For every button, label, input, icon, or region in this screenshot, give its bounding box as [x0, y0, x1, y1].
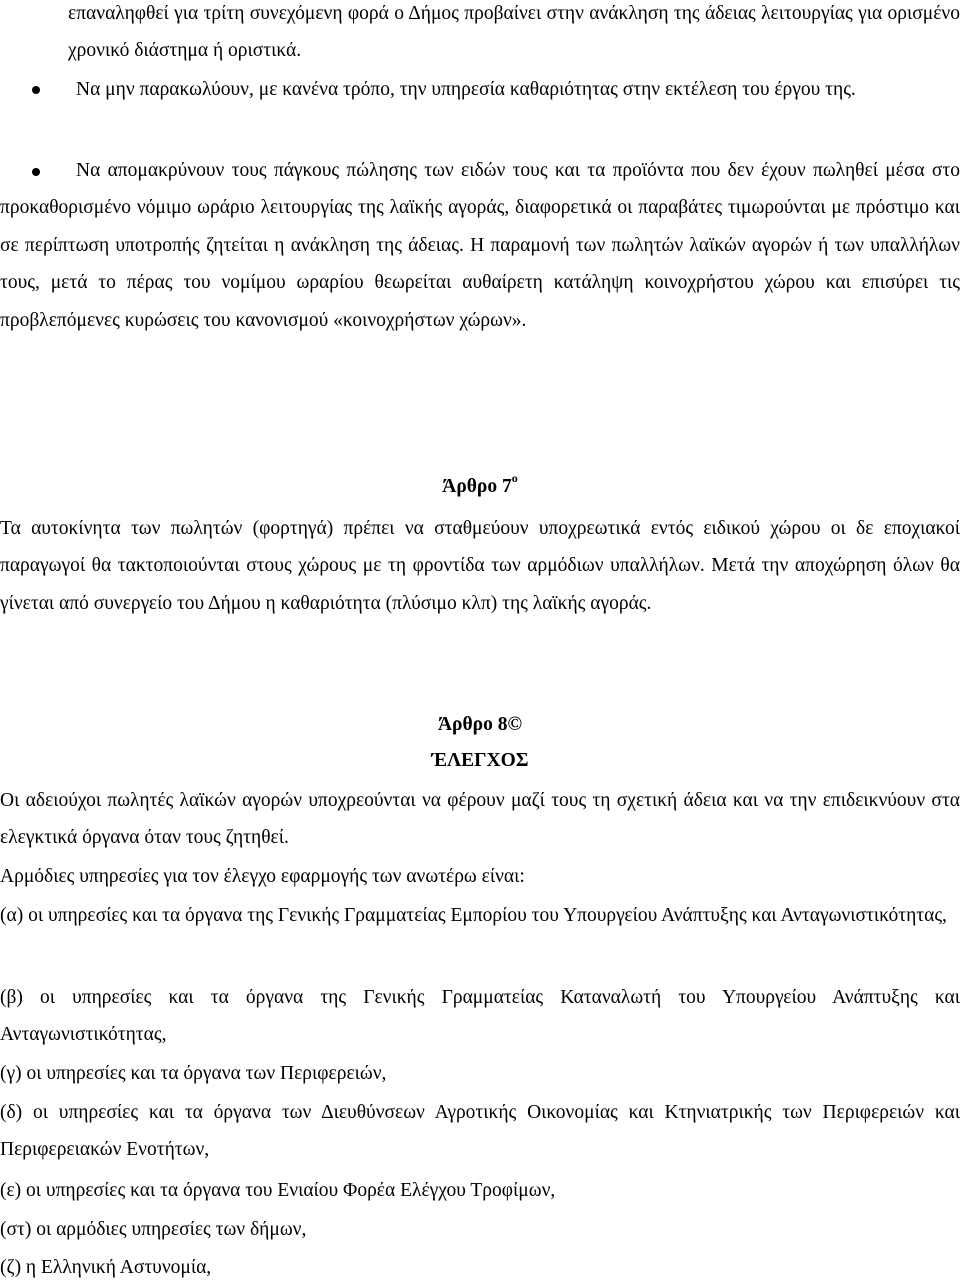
article-7-text: Τα αυτοκίνητα των πωλητών (φορτηγά) πρέπει να σταθμεύουν υποχρεωτικά εντός ειδικού χώρου οι δε εποχιακοί παραγωγοί θα τακτοποιούνται στους χώρους με τη φροντίδα των αρμόδιων υπαλλήλων. Μετά την αποχώρηση όλων θα γίνεται από συνεργείο του Δήμου η καθαριότητα (πλύσιμο κλπ) της λαϊκής αγοράς. [0, 518, 960, 614]
article-8-heading: Άρθρο 8© [437, 714, 523, 735]
article-8-subheading: ΈΛΕΓΧΟΣ [431, 750, 529, 771]
authority-item-c: (γ) οι υπηρεσίες και τα όργανα των Περιφερειών, [0, 1063, 387, 1084]
authority-item-z: (ζ) η Ελληνική Αστυνομία, [0, 1257, 212, 1278]
authority-item-b: (β) οι υπηρεσίες και τα όργανα της Γενικής Γραμματείας Καταναλωτή του Υπουργείου Ανάπτυξης και Ανταγωνιστικότητας, [0, 987, 960, 1046]
authority-item-d: (δ) οι υπηρεσίες και τα όργανα των Διευθύνσεων Αγροτικής Οικονομίας και Κτηνιατρικής των Περιφερειών και Περιφερειακών Ενοτήτων, [0, 1102, 960, 1161]
authority-item-a: (α) οι υπηρεσίες και τα όργανα της Γενικής Γραμματείας Εμπορίου του Υπουργείου Ανάπτυξης και Ανταγωνιστικότητας, [0, 905, 947, 926]
authority-item-e: (ε) οι υπηρεσίες και τα όργανα του Ενιαίου Φορέα Ελέγχου Τροφίμων, [0, 1180, 556, 1201]
article-7-heading [0, 468, 960, 505]
continuation-paragraph: επαναληφθεί για τρίτη συνεχόμενη φορά ο Δήμος προβαίνει στην ανάκληση της άδειας λειτουργίας για ορισμένο χρονικό διάστημα ή οριστικά. [68, 3, 960, 62]
article-7-heading-superscript: ο [511, 471, 518, 485]
authority-item-st: (στ) οι αρμόδιες υπηρεσίες των δήμων, [0, 1219, 307, 1240]
article-7-heading-text: Άρθρο 7 [442, 476, 512, 497]
bullet-dot [32, 86, 40, 94]
bullet-item-cleaning: Να μην παρακωλύουν, με κανένα τρόπο, την υπηρεσία καθαριότητας στην εκτέλεση του έργου της. [76, 79, 856, 100]
article-8-intro: Αρμόδιες υπηρεσίες για τον έλεγχο εφαρμογής των ανωτέρω είναι: [0, 866, 525, 887]
article-8-text: Οι αδειούχοι πωλητές λαϊκών αγορών υποχρεούνται να φέρουν μαζί τους τη σχετική άδεια και να την επιδεικνύουν στα ελεγκτικά όργανα όταν τους ζητηθεί. [0, 790, 960, 849]
bullet-item-stalls: Να απομακρύνουν τους πάγκους πώλησης των ειδών τους και τα προϊόντα που δεν έχουν πωληθεί μέσα στο προκαθορισμένο νόμιμο ωράριο λειτουργίας της λαϊκής αγοράς, διαφορετικά οι παραβάτες τιμωρούνται με πρόστιμο και σε περίπτωση υποτροπής ζητείται η ανάκληση της άδειας. Η παραμονή των πωλητών λαϊκών αγορών ή των υπαλλήλων τους, μετά το πέρας του νομίμου ωραρίου θεωρείται αυθαίρετη κατάληψη κοινοχρήστου χώρου και επισύρει τις προβλεπόμενες κυρώσεις του κανονισμού «κοινοχρήστων χώρων». [0, 160, 960, 331]
